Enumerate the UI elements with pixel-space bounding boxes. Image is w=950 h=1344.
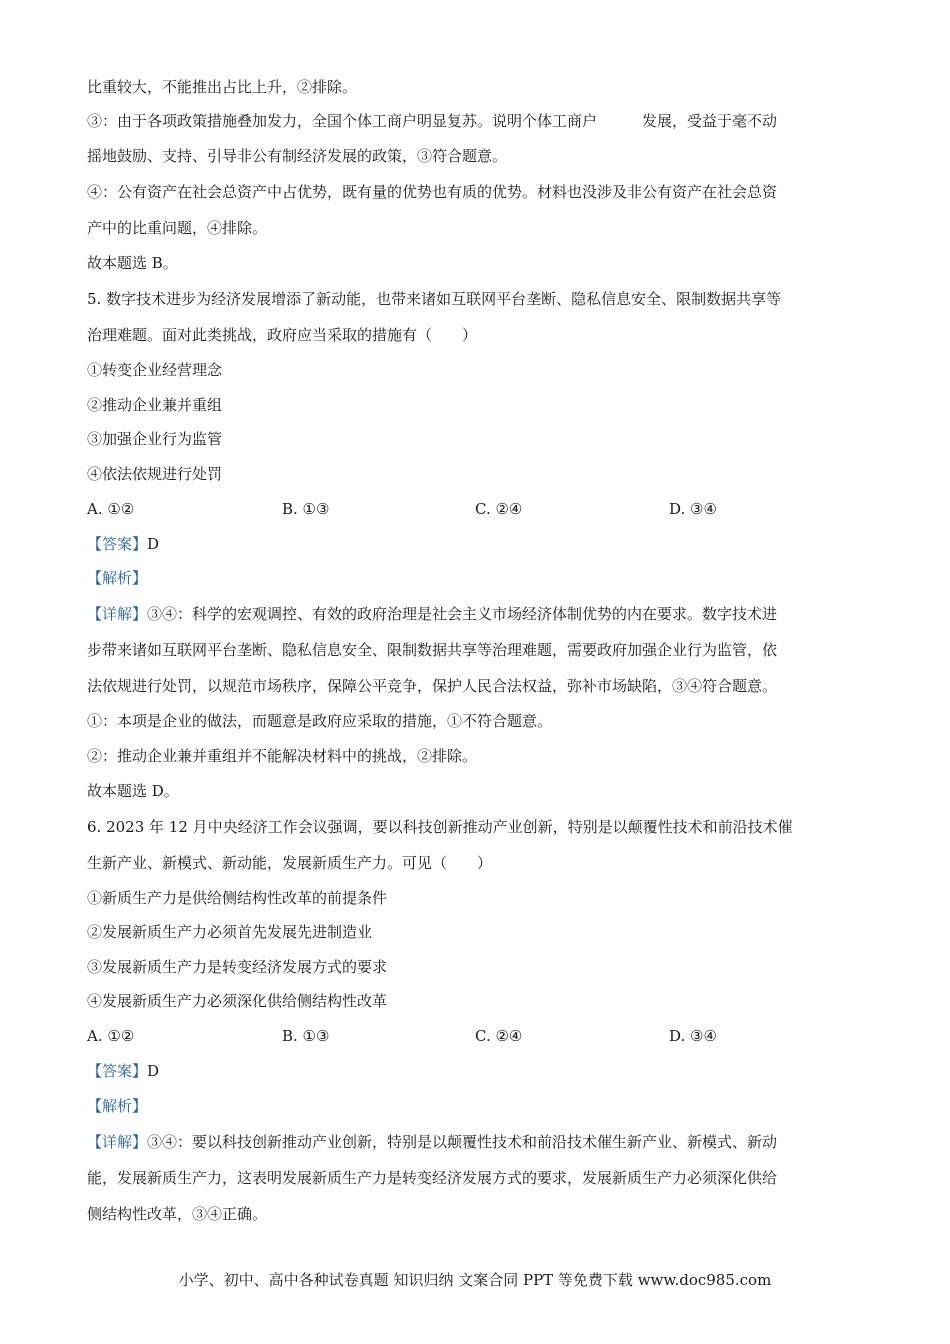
text-line: 故本题选 B。 [87, 254, 178, 272]
text-line: 比重较大，不能推出占比上升，②排除。 [87, 78, 358, 96]
answer-tag: 【答案】 [87, 535, 148, 553]
text-line: ③：由于各项政策措施叠加发力，全国个体工商户明显复苏。说明个体工商户 发展，受益于毫不动 [87, 112, 778, 130]
question-6-item: ④发展新质生产力必须深化供给侧结构性改革 [87, 992, 388, 1010]
text-line: ④：公有资产在社会总资产中占优势，既有量的优势也有质的优势。材料也没涉及非公有资产在社会总资 [87, 183, 778, 201]
answer-line [87, 1061, 159, 1081]
detail-text: ③④：科学的宏观调控、有效的政府治理是社会主义市场经济体制优势的内在要求。数字技术进 [147, 605, 778, 623]
question-5-item: ③加强企业行为监管 [87, 430, 223, 448]
analysis-tag: 【解析】 [87, 569, 148, 587]
option-b: B. ①③ [282, 1027, 330, 1045]
detail-line: 侧结构性改革，③④正确。 [87, 1205, 268, 1223]
detail-text: ③④：要以科技创新推动产业创新，特别是以颠覆性技术和前沿技术催生新产业、新模式、新动 [147, 1133, 778, 1151]
detail-tag: 【详解】 [87, 605, 148, 623]
detail-line: ②：推动企业兼并重组并不能解决材料中的挑战，②排除。 [87, 747, 478, 765]
question-6-item: ③发展新质生产力是转变经济发展方式的要求 [87, 958, 388, 976]
option-d: D. ③④ [669, 500, 717, 518]
question-5-stem: 治理难题。面对此类挑战，政府应当采取的措施有（ ） [87, 326, 478, 344]
detail-tag: 【详解】 [87, 1133, 148, 1151]
detail-line [87, 1132, 777, 1152]
option-c: C. ②④ [475, 500, 523, 518]
detail-line: 步带来诸如互联网平台垄断、隐私信息安全、限制数据共享等治理难题，需要政府加强企业行为监管，依 [87, 641, 778, 659]
question-6-item: ①新质生产力是供给侧结构性改革的前提条件 [87, 889, 388, 907]
question-6-stem: 生新产业、新模式、新动能，发展新质生产力。可见（ ） [87, 854, 493, 872]
answer-tag: 【答案】 [87, 1062, 148, 1080]
detail-line [87, 604, 777, 624]
page-footer: 小学、初中、高中各种试卷真题 知识归纳 文案合同 PPT 等免费下载 www.doc985.com [178, 1271, 772, 1289]
question-5-item: ④依法依规进行处罚 [87, 465, 223, 483]
option-d: D. ③④ [669, 1027, 717, 1045]
question-6-item: ②发展新质生产力必须首先发展先进制造业 [87, 923, 373, 941]
detail-line: 能，发展新质生产力，这表明发展新质生产力是转变经济发展方式的要求，发展新质生产力必须深化供给 [87, 1169, 778, 1187]
text-line: 产中的比重问题，④排除。 [87, 219, 268, 237]
analysis-tag: 【解析】 [87, 1097, 148, 1115]
question-6-stem: 6. 2023 年 12 月中央经济工作会议强调，要以科技创新推动产业创新，特别是以颠覆性技术和前沿技术催 [87, 818, 793, 836]
question-5-item: ②推动企业兼并重组 [87, 396, 223, 414]
answer-line [87, 534, 159, 554]
detail-line: 法依规进行处罚，以规范市场秩序，保障公平竞争，保护人民合法权益，弥补市场缺陷，③④符合题意。 [87, 677, 778, 695]
answer-value: D [147, 535, 160, 553]
question-5-item: ①转变企业经营理念 [87, 361, 223, 379]
detail-line: 故本题选 D。 [87, 782, 179, 800]
text-line: 摇地鼓励、支持、引导非公有制经济发展的政策，③符合题意。 [87, 147, 508, 165]
option-a: A. ①② [87, 500, 135, 518]
answer-value: D [147, 1062, 160, 1080]
option-b: B. ①③ [282, 500, 330, 518]
question-5-stem: 5. 数字技术进步为经济发展增添了新动能，也带来诸如互联网平台垄断、隐私信息安全、限制数据共享等 [87, 290, 782, 308]
option-a: A. ①② [87, 1027, 135, 1045]
option-c: C. ②④ [475, 1027, 523, 1045]
detail-line: ①：本项是企业的做法，而题意是政府应采取的措施，①不符合题意。 [87, 712, 553, 730]
